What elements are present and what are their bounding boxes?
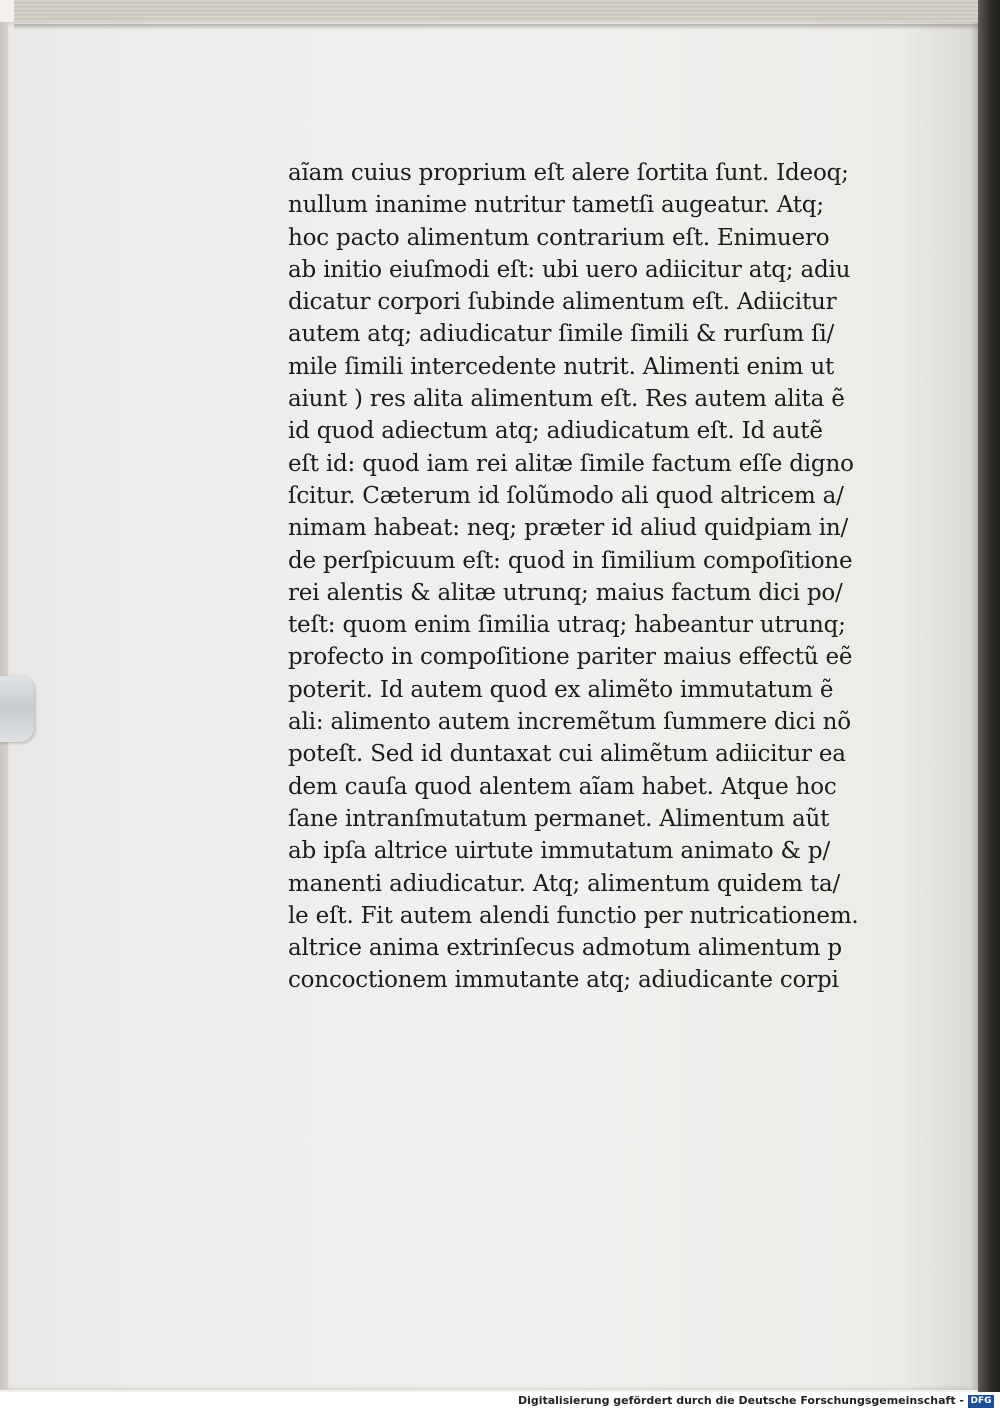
text-line: altrice anima extrinſecus admotum alimentum p xyxy=(288,935,842,962)
text-line: ali: alimento autem incremẽtum ſummere dici nõ xyxy=(288,709,851,736)
text-line: hoc pacto alimentum contrarium eſt. Enimuero xyxy=(288,224,830,251)
text-line: nullum inanime nutritur tametſi augeatur. Atq; xyxy=(288,192,824,219)
book-page xyxy=(8,22,978,1390)
text-line: concoctionem immutante atq; adiudicante corpi xyxy=(288,967,839,994)
text-line: manenti adiudicatur. Atq; alimentum quidem ta/ xyxy=(288,870,841,897)
footer-bar xyxy=(0,1392,1000,1411)
funding-credit: Digitalisierung gefördert durch die Deutsche Forschungsgemeinschaft - xyxy=(517,1394,964,1407)
text-line: id quod adiectum atq; adiudicatum eſt. Id autẽ xyxy=(288,418,823,445)
text-line: ſcitur. Cæterum id ſolũmodo ali quod altricem a/ xyxy=(288,482,844,509)
text-line: ab ipſa altrice uirtute immutatum animato & p/ xyxy=(288,838,830,865)
text-line: poterit. Id autem quod ex alimẽto immutatum ẽ xyxy=(288,676,834,703)
scanner-edge xyxy=(978,0,1000,1392)
text-line: autem atq; adiudicatur ſimile ſimili & rurſum ſi/ xyxy=(288,321,835,348)
text-line: teſt: quom enim ſimilia utraq; habeantur utrunq; xyxy=(288,612,846,639)
page-clip xyxy=(0,676,34,742)
text-line: mile ſimili intercedente nutrit. Alimenti enim ut xyxy=(288,353,835,380)
text-line: eſt id: quod iam rei alitæ ſimile factum eſſe digno xyxy=(288,450,854,477)
text-line: ab initio eiuſmodi eſt: ubi uero adiicitur atq; adiu xyxy=(288,256,851,283)
text-line: poteſt. Sed id duntaxat cui alimẽtum adiicitur ea xyxy=(288,741,846,768)
page-stack-shadow xyxy=(14,24,980,30)
text-line: le eſt. Fit autem alendi functio per nutricationem. xyxy=(288,902,859,929)
text-block xyxy=(288,157,888,997)
text-line: dicatur corpori ſubinde alimentum eſt. Adiicitur xyxy=(288,289,837,316)
text-line: ſane intranſmutatum permanet. Alimentum aũt xyxy=(288,805,830,832)
dfg-logo: DFG xyxy=(968,1395,994,1408)
text-line: aiunt ) res alita alimentum eſt. Res autem alita ẽ xyxy=(288,386,845,413)
text-line: dem cauſa quod alentem aĩam habet. Atque hoc xyxy=(288,773,837,800)
text-line: rei alentis & alitæ utrunq; maius factum dici po/ xyxy=(288,579,843,606)
text-line: aĩam cuius proprium eſt alere ſortita ſunt. Ideoq; xyxy=(288,160,849,186)
text-line: nimam habeat: neq; præter id aliud quidpiam in/ xyxy=(288,515,849,542)
text-line: profecto in compoſitione pariter maius effectũ eẽ xyxy=(288,644,853,671)
text-line: de perſpicuum eſt: quod in ſimilium compoſitione xyxy=(288,547,853,574)
